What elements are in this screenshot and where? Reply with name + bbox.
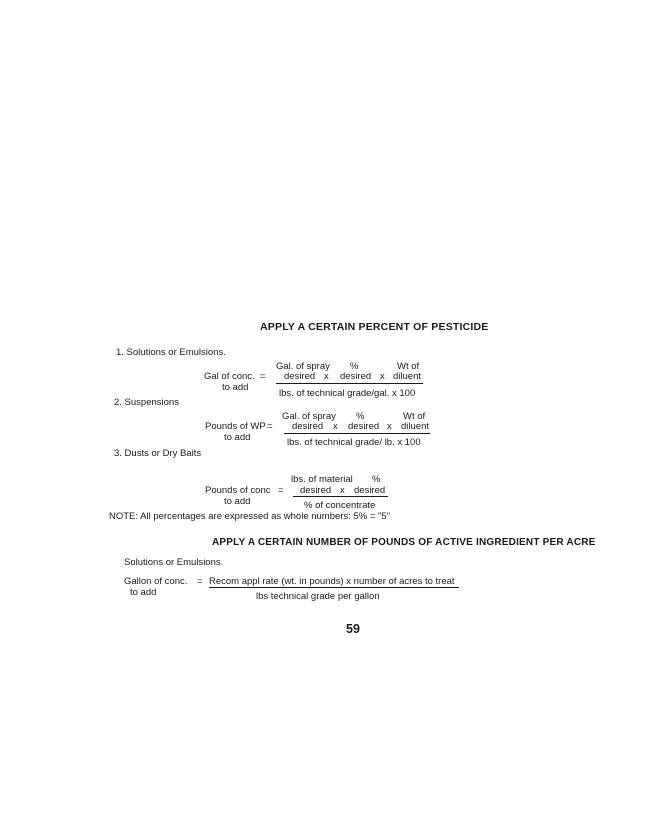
lhs-gallon-conc: Gallon of conc.: [124, 576, 188, 587]
lhs-to-add: to add: [222, 382, 249, 393]
numerator-top-wt: Wt of: [403, 411, 426, 422]
lhs-to-add: to add: [224, 432, 251, 443]
lhs-gal-conc: Gal of conc.: [204, 371, 255, 382]
numerator-diluent: diluent: [393, 371, 421, 382]
lhs-pounds-conc: Pounds of conc: [205, 485, 271, 496]
numerator-diluent: diluent: [401, 421, 429, 432]
section-heading-percent: APPLY A CERTAIN PERCENT OF PESTICIDE: [260, 321, 489, 333]
denominator: % of concentrate: [304, 500, 376, 511]
numerator-desired: desired: [284, 371, 316, 382]
numerator-desired: desired: [348, 421, 380, 432]
times-sign: x: [324, 371, 329, 382]
section-title-suspensions: 2. Suspensions: [114, 397, 179, 408]
numerator-desired: desired: [300, 485, 332, 496]
denominator: lbs technical grade per gallon: [256, 591, 380, 602]
fraction-bar: [284, 433, 430, 434]
numerator-desired: desired: [292, 421, 324, 432]
note-whole-numbers: NOTE: All percentages are expressed as whole numbers: 5% = "5": [109, 511, 391, 522]
times-sign: x: [380, 371, 385, 382]
equals-sign: =: [278, 485, 284, 496]
equals-sign: =: [260, 371, 266, 382]
times-sign: x: [340, 485, 345, 496]
numerator-top-percent: %: [350, 361, 359, 372]
denominator: lbs. of technical grade/gal. x 100: [279, 388, 416, 399]
denominator: lbs. of technical grade/ lb. x 100: [287, 437, 421, 448]
lhs-to-add: to add: [224, 496, 251, 507]
equals-sign: =: [197, 576, 203, 587]
times-sign: x: [333, 421, 338, 432]
section-title-solutions: 1. Solutions or Emulsions.: [116, 347, 226, 358]
section-heading-pounds-per-acre: APPLY A CERTAIN NUMBER OF POUNDS OF ACTIVE INGREDIENT PER ACRE: [212, 537, 596, 548]
numerator-top-lbs-material: lbs. of material: [291, 474, 353, 485]
numerator-top-gal-spray: Gal. of spray: [276, 361, 330, 372]
numerator-desired: desired: [340, 371, 372, 382]
lhs-pounds-wp: Pounds of WP: [205, 421, 266, 432]
numerator-desired: desired: [354, 485, 386, 496]
section-title-dusts: 3. Dusts or Dry Baits: [114, 448, 202, 459]
page-number: 59: [346, 622, 360, 636]
times-sign: x: [387, 421, 392, 432]
equals-sign: =: [267, 421, 273, 432]
section-title-solutions: Solutions or Emulsions.: [124, 557, 224, 568]
numerator-top-gal-spray: Gal. of spray: [282, 411, 336, 422]
numerator-top-percent: %: [372, 474, 381, 485]
numerator-top-wt: Wt of: [397, 361, 420, 372]
fraction-bar: [293, 496, 388, 497]
fraction-bar: [276, 383, 423, 384]
numerator-top-percent: %: [356, 411, 365, 422]
fraction-bar: [209, 587, 459, 588]
lhs-to-add: to add: [130, 587, 157, 598]
numerator-recom-rate: Recom appl rate (wt. in pounds) x number of acres to treat: [209, 576, 455, 587]
